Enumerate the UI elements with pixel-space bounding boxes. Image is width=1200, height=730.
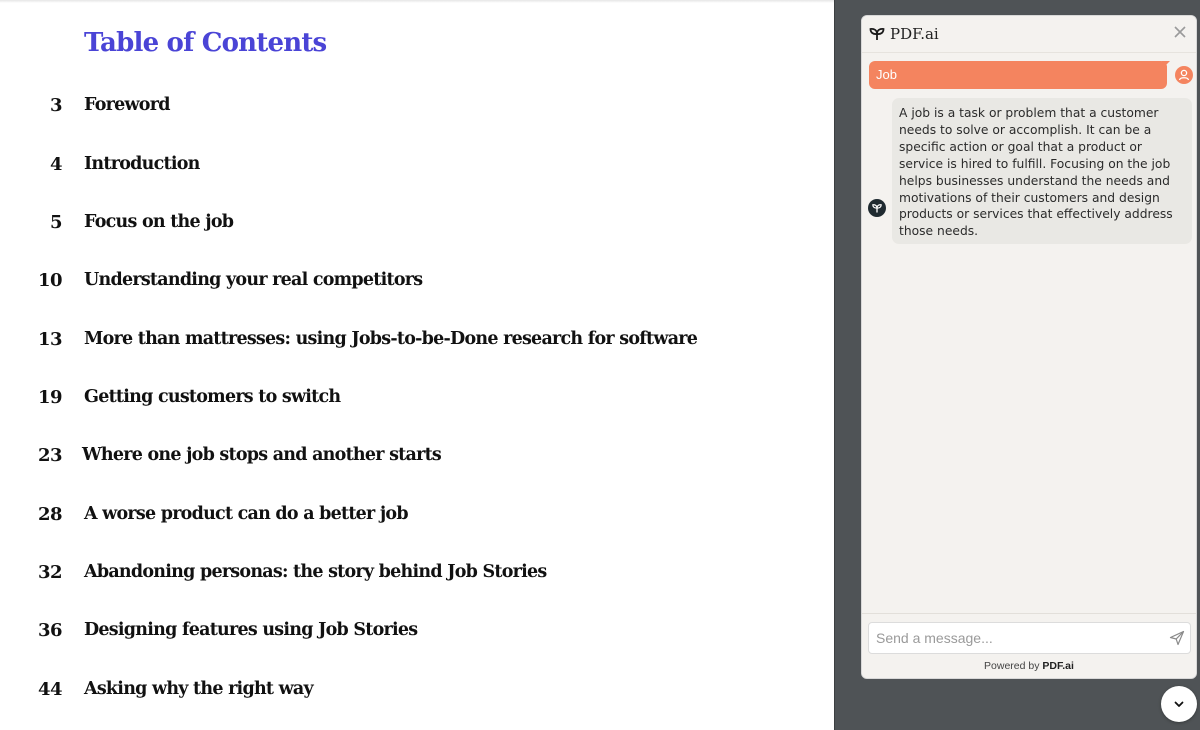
page-top-shadow [0,0,834,3]
user-message: Job [869,61,1167,89]
toc-page-number: 4 [49,154,62,175]
toc-page-number: 19 [37,387,62,408]
send-icon[interactable] [1169,630,1185,646]
toc-page-number: 3 [49,95,62,116]
toc-entry[interactable] [0,504,800,534]
chat-header [862,16,1196,53]
assistant-message: A job is a task or problem that a customer needs to solve or accomplish. It can be a specific action or goal that a product or service is hired to fulfill. Focusing on the job helps businesses understand the needs and motivations of their customers and design products or services that effectively address those needs. [892,98,1192,244]
toc-page-number: 5 [49,212,62,233]
toc-entry[interactable] [0,270,800,300]
toc-entry-title: Abandoning personas: the story behind Job Stories [84,562,547,582]
toc-entry-title: Focus on the job [84,212,234,232]
toc-entry-title: More than mattresses: using Jobs-to-be-Done research for software [84,329,698,349]
bot-avatar [868,199,886,217]
toc-entry-title: Getting customers to switch [84,387,341,407]
chat-widget [861,15,1197,679]
toc-entry-title: Foreword [84,95,170,115]
chat-footer [862,613,1196,679]
toc-entry[interactable] [0,387,800,417]
toc-heading: Table of Contents [84,28,327,58]
powered-by-label [862,660,1196,672]
toc-entry-title: Introduction [84,154,200,174]
close-button[interactable] [1170,22,1190,42]
toc-entry[interactable] [0,329,800,359]
powered-by-prefix: Powered by [984,660,1040,672]
user-message-tail [1162,61,1170,69]
toc-entry[interactable] [0,445,800,475]
toc-entry-title: A worse product can do a better job [84,504,408,524]
chevron-down-icon [1173,698,1185,710]
toc-page-number: 36 [37,620,62,641]
toc-entry[interactable] [0,95,800,125]
user-avatar [1175,66,1193,84]
toc-page-number: 13 [37,329,62,350]
toc-page-number: 32 [37,562,62,583]
toc-page-number: 44 [37,679,62,700]
powered-by-brand[interactable]: PDF.ai [1042,660,1074,672]
toc-page-number: 28 [37,504,62,525]
toc-entry[interactable] [0,562,800,592]
sprout-logo-icon [869,26,885,42]
toc-entry[interactable] [0,620,800,650]
sprout-logo-icon [868,199,886,217]
message-input[interactable] [868,622,1191,654]
toc-entry[interactable] [0,679,800,709]
toc-page-number: 23 [37,445,62,466]
toc-entry-title: Asking why the right way [84,679,313,699]
toc-entry-title: Designing features using Job Stories [84,620,418,640]
toc-entry-title: Understanding your real competitors [84,270,423,290]
scroll-down-button[interactable] [1161,686,1197,722]
user-icon [1175,66,1193,84]
close-icon [1174,26,1186,38]
chat-messages [862,53,1196,613]
toc-entry-title: Where one job stops and another starts [82,445,442,465]
brand-name: PDF.ai [890,25,939,43]
toc-entry[interactable] [0,154,800,184]
toc-page-number: 10 [37,270,62,291]
toc-entry[interactable] [0,212,800,242]
